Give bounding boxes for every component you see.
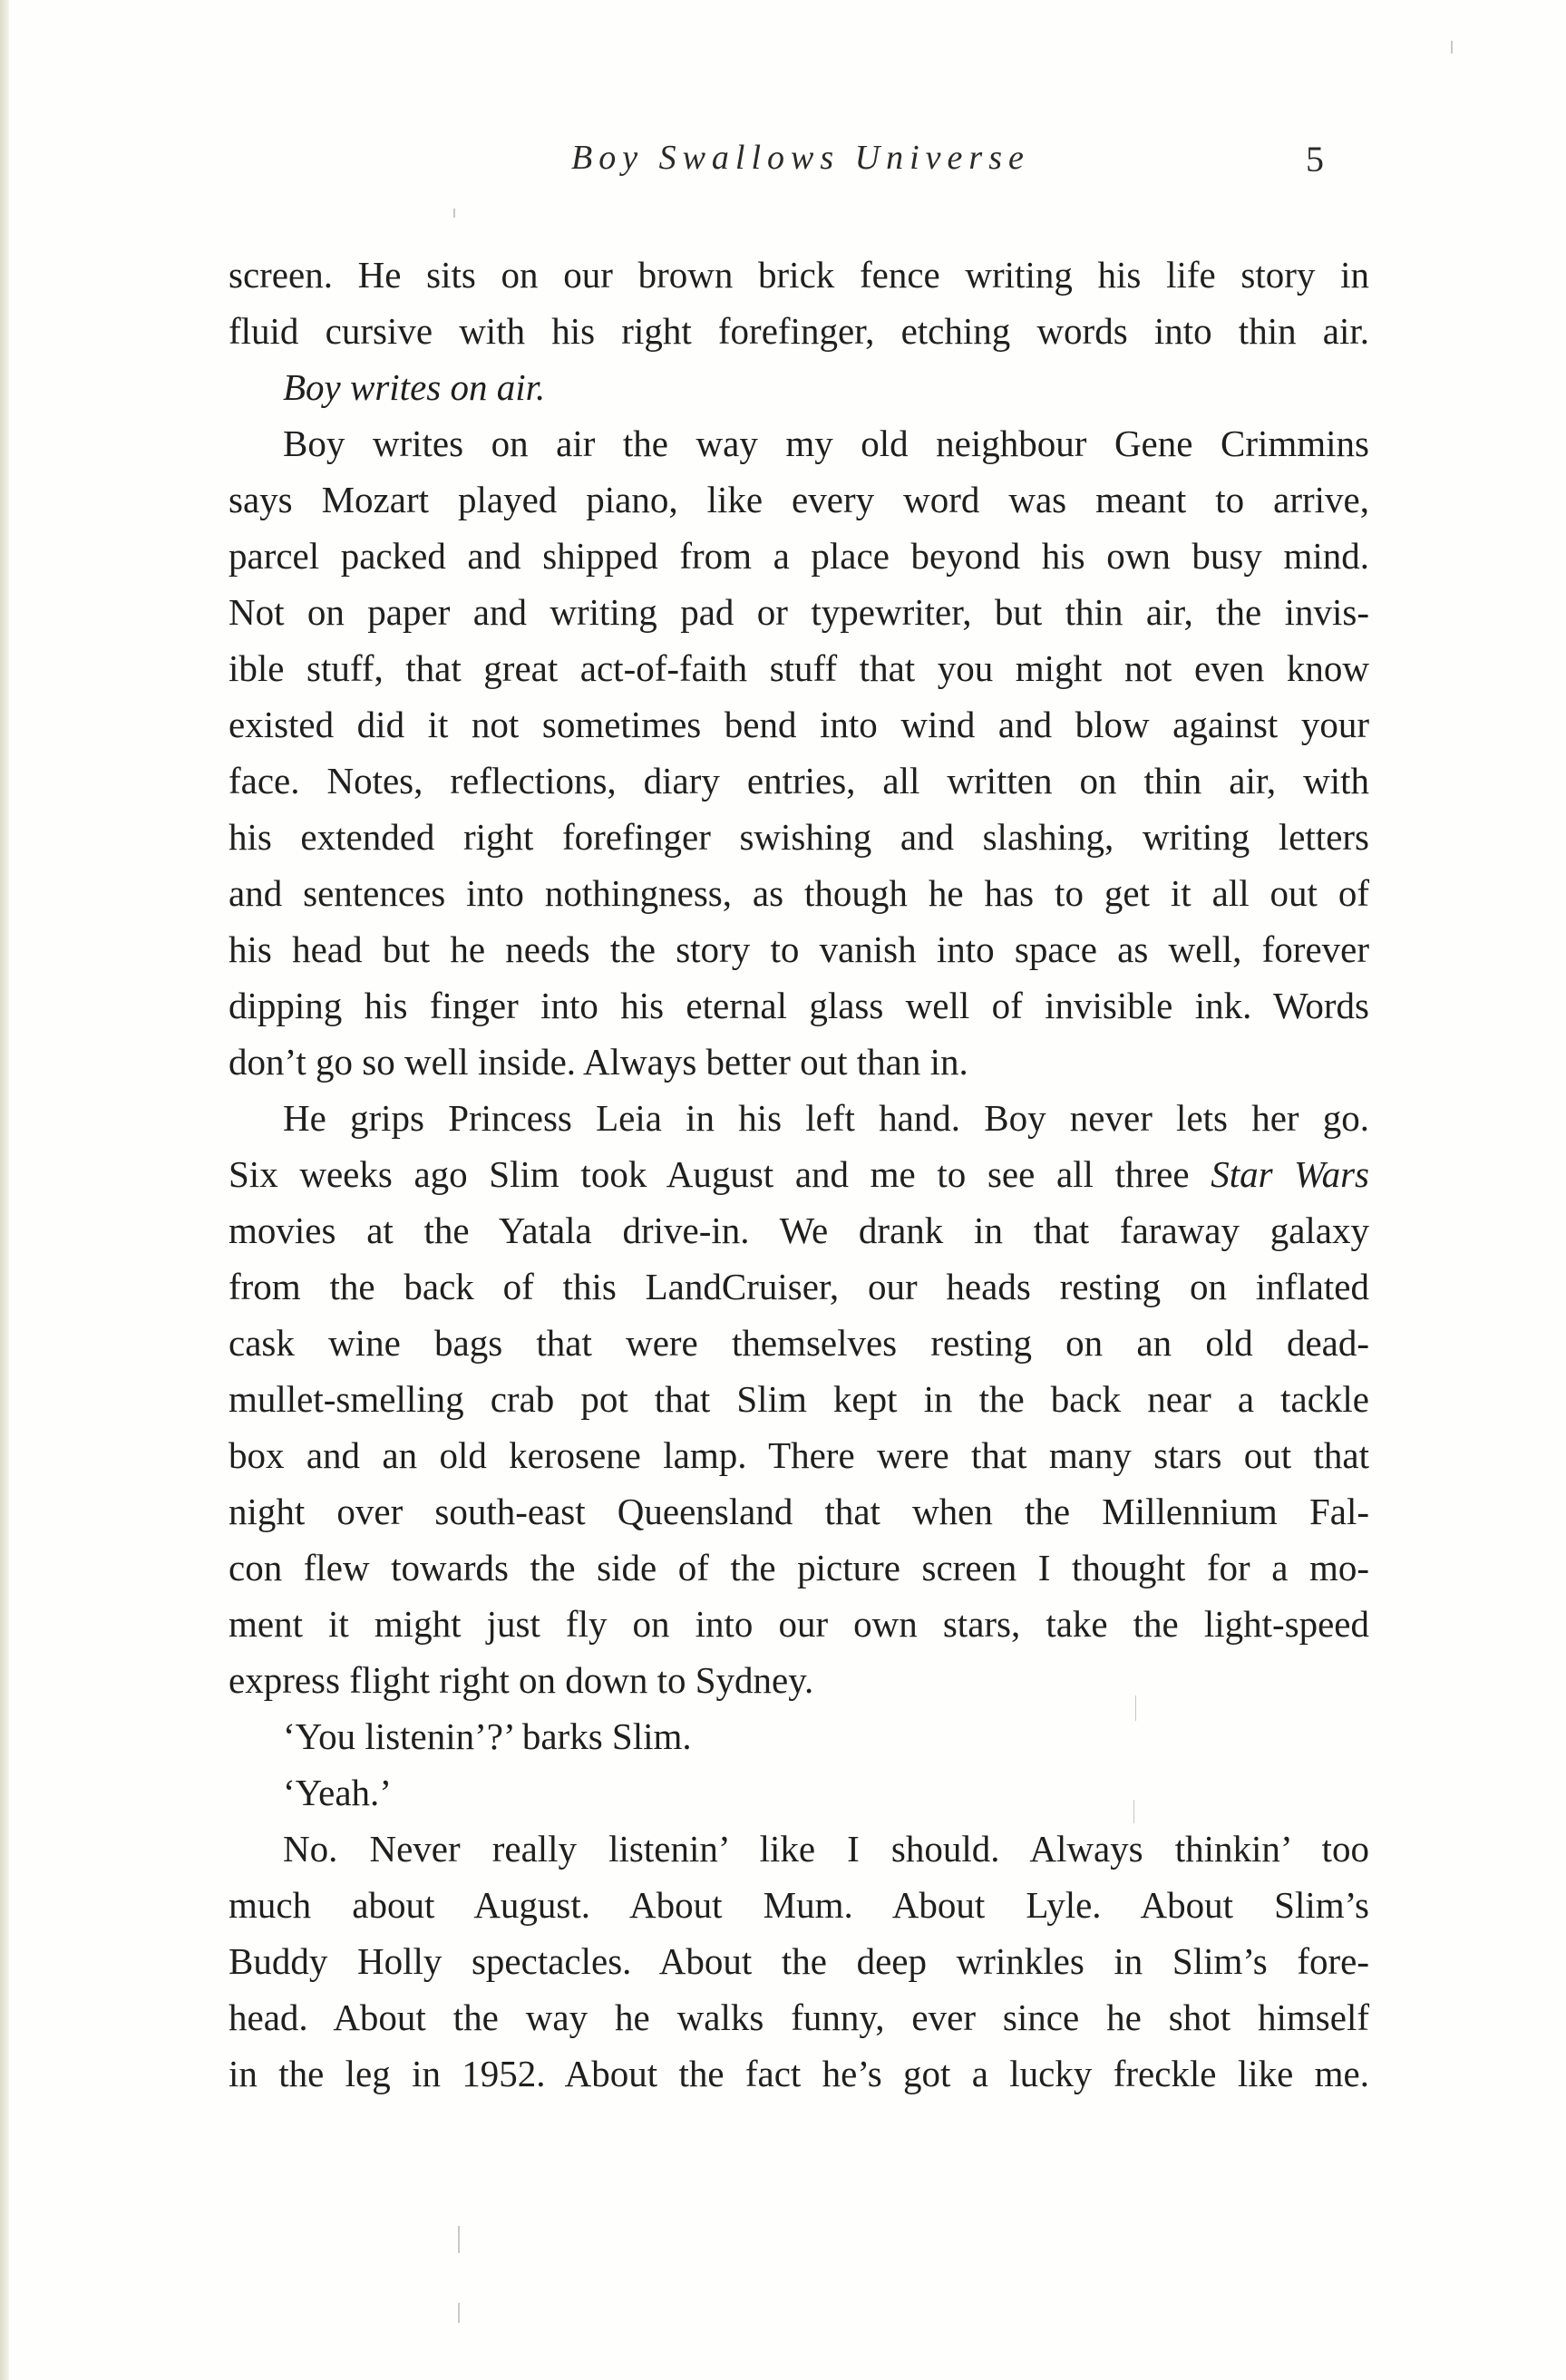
text-line: box and an old kerosene lamp. There were that many stars out that — [229, 1434, 1369, 1476]
text-line: night over south-east Queensland that when the Millennium Fal- — [229, 1491, 1369, 1532]
dialogue-line: ‘You listenin’?’ barks Slim. — [283, 1715, 692, 1757]
text-line: He grips Princess Leia in his left hand. Boy never lets her go. — [283, 1097, 1369, 1139]
body-text — [229, 247, 1369, 2102]
text-line: existed did it not sometimes bend into wind and blow against your — [229, 704, 1369, 745]
text-line: head. About the way he walks funny, ever since he shot himself — [229, 1996, 1369, 2038]
page-gutter-edge — [0, 0, 9, 2380]
text-line: fluid cursive with his right forefinger, etching words into thin air. — [229, 310, 1369, 352]
scan-speck — [1451, 41, 1453, 53]
text-line: Boy writes on air the way my old neighbour Gene Crimmins — [283, 423, 1369, 464]
text-line: and sentences into nothingness, as though he has to get it all out of — [229, 872, 1369, 914]
text-line: much about August. About Mum. About Lyle. About Slim’s — [229, 1884, 1369, 1926]
text-line: face. Notes, reflections, diary entries, all written on thin air, with — [229, 760, 1369, 801]
text-line-mixed — [229, 1146, 1369, 1202]
scan-speck — [1135, 1695, 1136, 1721]
text-line: ible stuff, that great act-of-faith stuff that you might not even know — [229, 647, 1369, 689]
text-line: his extended right forefinger swishing and slashing, writing letters — [229, 816, 1369, 858]
text-line: says Mozart played piano, like every word was meant to arrive, — [229, 479, 1369, 520]
text-line: Not on paper and writing pad or typewriter, but thin air, the invis- — [229, 591, 1369, 633]
text-line: con flew towards the side of the picture screen I thought for a mo- — [229, 1547, 1369, 1588]
text-segment: Six weeks ago Slim took August and me to see all three — [229, 1153, 1211, 1195]
page-number: 5 — [1306, 139, 1324, 180]
text-line: cask wine bags that were themselves resting on an old dead- — [229, 1322, 1369, 1364]
text-line: mullet-smelling crab pot that Slim kept in the back near a tackle — [229, 1378, 1369, 1420]
text-line: dipping his finger into his eternal glass well of invisible ink. Words — [229, 985, 1369, 1026]
text-line: Buddy Holly spectacles. About the deep wrinkles in Slim’s fore- — [229, 1940, 1369, 1982]
text-line: No. Never really listenin’ like I should. Always thinkin’ too — [283, 1828, 1369, 1870]
text-line: express flight right on down to Sydney. — [229, 1659, 814, 1701]
text-line-italic: Boy writes on air. — [283, 366, 546, 408]
scan-speck — [1133, 1800, 1134, 1823]
scan-speck — [458, 2226, 460, 2253]
running-head — [0, 138, 1566, 192]
scan-speck — [453, 209, 455, 218]
dialogue-line: ‘Yeah.’ — [283, 1772, 392, 1813]
text-line: ment it might just fly on into our own stars, take the light-speed — [229, 1603, 1369, 1645]
text-line: parcel packed and shipped from a place beyond his own busy mind. — [229, 535, 1369, 577]
text-line: screen. He sits on our brown brick fence writing his life story in — [229, 254, 1369, 296]
text-line: movies at the Yatala drive-in. We drank in that faraway galaxy — [229, 1209, 1369, 1251]
text-line: his head but he needs the story to vanish into space as well, forever — [229, 928, 1369, 970]
text-line: don’t go so well inside. Always better out than in. — [229, 1041, 968, 1083]
text-line: from the back of this LandCruiser, our heads resting on inflated — [229, 1266, 1369, 1307]
running-head-title: Boy Swallows Universe — [571, 139, 1030, 177]
text-line: in the leg in 1952. About the fact he’s got a lucky freckle like me. — [229, 2053, 1369, 2094]
film-title-italic: Star Wars — [1211, 1153, 1369, 1195]
scan-speck — [458, 2303, 460, 2323]
